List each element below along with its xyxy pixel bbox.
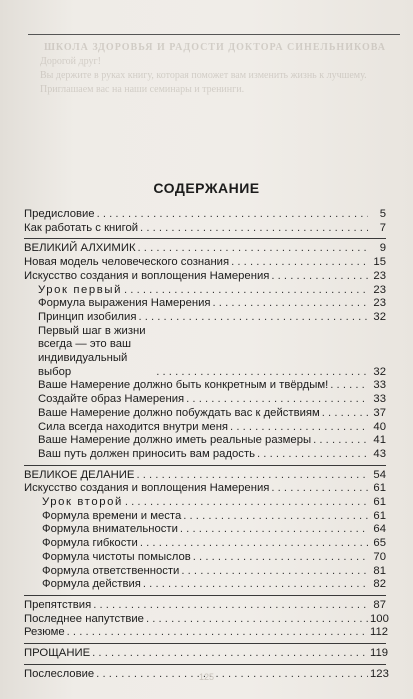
dot-leader — [271, 482, 368, 496]
toc-entry[interactable] — [24, 510, 386, 524]
bleed-through-text — [40, 42, 390, 98]
toc-entry-label: Формула выражения Намерения — [38, 297, 211, 310]
dot-leader — [138, 242, 368, 256]
toc-entry[interactable] — [24, 208, 386, 222]
dot-leader — [271, 270, 368, 284]
toc-section — [24, 644, 389, 665]
toc-entry[interactable] — [24, 482, 386, 496]
toc-entry[interactable] — [24, 496, 386, 510]
toc-entry-label: Послесловие — [24, 667, 95, 680]
toc-entry[interactable] — [24, 311, 386, 325]
toc-entry-page: 33 — [373, 379, 386, 392]
toc-entry-label: Формула времени и места — [42, 509, 182, 522]
toc-entry[interactable] — [24, 393, 386, 407]
toc-entry-page: 61 — [373, 509, 386, 522]
toc-entry-label: Искусство создания и воплощения Намерения — [24, 269, 270, 282]
toc-entry[interactable] — [24, 379, 386, 393]
toc-entry[interactable] — [24, 256, 386, 270]
dot-leader — [230, 421, 368, 435]
ghost-line: ШКОЛА ЗДОРОВЬЯ И РАДОСТИ ДОКТОРА СИНЕЛЬНИКОВА — [43, 42, 387, 53]
dot-leader — [322, 407, 368, 421]
toc-section — [24, 239, 386, 465]
top-rule — [28, 34, 400, 35]
toc-entry-label: Первый шаг в жизни всегда — это ваш индивидуальный выбор — [38, 324, 146, 378]
toc-entry[interactable] — [24, 325, 386, 380]
toc-entry-page: 61 — [373, 482, 386, 495]
dot-leader — [93, 599, 368, 613]
toc-entry[interactable] — [24, 242, 386, 256]
toc-entry[interactable] — [24, 551, 386, 565]
toc-entry-page: 23 — [373, 269, 386, 282]
ghost-line: Приглашаем вас на наши семинары и тренинги. — [40, 84, 245, 95]
toc-entry-page: 100 — [370, 612, 389, 625]
toc-section — [24, 466, 386, 596]
toc-entry-label: ВЕЛИКИЙ АЛХИМИК — [24, 242, 136, 255]
toc-entry-label: Урок второй — [42, 496, 123, 509]
dot-leader — [92, 647, 368, 661]
toc-entry-page: 23 — [373, 297, 386, 310]
ghost-line: Вы держите в руках книгу, которая поможет вам изменить жизнь к лучшему. — [40, 70, 367, 81]
toc-entry-label: Урок первый — [38, 283, 123, 296]
toc-entry-page: 40 — [373, 420, 386, 433]
toc-entry[interactable] — [24, 270, 386, 284]
toc-entry-page: 65 — [373, 537, 386, 550]
dot-leader — [231, 256, 368, 270]
ghost-line: Дорогой друг! — [40, 56, 101, 67]
toc-entry[interactable] — [24, 469, 386, 483]
toc-entry[interactable] — [24, 434, 386, 448]
toc-entry-page: 9 — [379, 242, 386, 255]
toc-entry-page: 82 — [373, 578, 386, 591]
toc-entry-label: Ваш путь должен приносить вам радость — [38, 447, 256, 460]
toc-entry-label: Создайте образ Намерения — [38, 393, 185, 406]
toc-entry[interactable] — [24, 448, 386, 462]
toc-entry-label: Сила всегда находится внутри меня — [38, 420, 229, 433]
dot-leader — [140, 222, 368, 236]
dot-leader — [330, 379, 368, 393]
toc-entry-page: 87 — [373, 598, 386, 611]
toc-entry-label: Резюме — [24, 626, 65, 639]
toc-section — [24, 596, 389, 644]
toc-entry-label: Новая модель человеческого сознания — [24, 256, 230, 269]
toc-entry[interactable] — [24, 222, 386, 236]
toc-entry-label: Ваше Намерение должно быть конкретным и твёрдым! — [38, 379, 329, 392]
dot-leader — [140, 537, 368, 551]
toc-entry-label: Формула внимательности — [42, 523, 178, 536]
toc-entry-page: 41 — [373, 434, 386, 447]
toc-entry-page: 37 — [373, 406, 386, 419]
dot-leader — [67, 626, 368, 640]
dot-leader — [313, 434, 368, 448]
toc-entry-page: 5 — [379, 208, 386, 220]
toc-entry-label: ПРОЩАНИЕ — [24, 647, 91, 660]
toc-entry-page: 15 — [373, 256, 386, 269]
dot-leader — [193, 551, 368, 565]
toc-entry-label: Предисловие — [24, 208, 95, 220]
dot-leader — [97, 208, 368, 222]
toc-entry-page: 123 — [370, 667, 389, 680]
toc-entry[interactable] — [24, 578, 386, 592]
toc-entry-label: Формула ответственности — [42, 564, 180, 577]
toc-entry-label: Формула чистоты помыслов — [42, 550, 191, 563]
toc-entry[interactable] — [24, 523, 386, 537]
toc-entry[interactable] — [24, 537, 386, 551]
toc-entry[interactable] — [24, 647, 389, 661]
toc-entry-page: 32 — [373, 365, 386, 378]
toc-entry[interactable] — [24, 612, 389, 627]
toc-entry-label: ВЕЛИКОЕ ДЕЛАНИЕ — [24, 468, 135, 481]
toc-entry-page: 32 — [373, 310, 386, 323]
toc-entry-page: 64 — [373, 523, 386, 536]
toc-entry[interactable] — [24, 565, 386, 579]
toc-entry-page: 7 — [379, 221, 386, 234]
page-number: 125 — [198, 672, 215, 682]
dot-leader — [138, 311, 368, 325]
toc-entry-page: 43 — [373, 447, 386, 460]
toc-entry-label: Формула действия — [42, 578, 141, 591]
toc-entry-page: 33 — [373, 393, 386, 406]
dot-leader — [136, 469, 368, 483]
dot-leader — [186, 393, 368, 407]
dot-leader — [125, 496, 368, 510]
dot-leader — [213, 297, 368, 311]
dot-leader — [156, 366, 368, 380]
dot-leader — [183, 510, 368, 524]
toc-entry-page: 119 — [370, 647, 389, 660]
toc-entry[interactable] — [24, 297, 386, 311]
toc-entry-label: Ваше Намерение должно иметь реальные размеры — [38, 434, 312, 447]
dot-leader — [180, 523, 368, 537]
toc-entry-label: Формула гибкости — [42, 537, 138, 550]
dot-leader — [146, 613, 368, 627]
toc-entry-page: 70 — [373, 550, 386, 563]
toc-entry-label: Как работать с книгой — [24, 221, 139, 234]
toc-entry-page: 54 — [373, 468, 386, 481]
toc-entry-page: 112 — [370, 626, 389, 639]
toc-entry[interactable] — [24, 421, 386, 435]
dot-leader — [124, 284, 368, 298]
toc-entry[interactable] — [24, 284, 386, 298]
toc-entry-page: 23 — [373, 283, 386, 296]
toc-section — [24, 205, 386, 239]
toc-entry-page: 81 — [373, 564, 386, 577]
dot-leader — [181, 565, 368, 579]
toc-entry[interactable] — [24, 626, 389, 640]
toc-entry[interactable] — [24, 407, 386, 421]
toc-entry-label: Последнее напутствие — [24, 612, 144, 625]
table-of-contents — [24, 205, 389, 685]
toc-entry-label: Ваше Намерение должно побуждать вас к действиям — [38, 406, 320, 419]
toc-entry-label: Препятствия — [24, 598, 92, 611]
toc-entry[interactable] — [24, 599, 386, 613]
dot-leader — [143, 578, 368, 592]
page-title: СОДЕРЖАНИЕ — [153, 180, 260, 196]
dot-leader — [257, 448, 368, 462]
toc-entry-page: 61 — [373, 496, 386, 509]
toc-entry-label: Искусство создания и воплощения Намерения — [24, 482, 270, 495]
toc-entry-label: Принцип изобилия — [38, 310, 137, 323]
